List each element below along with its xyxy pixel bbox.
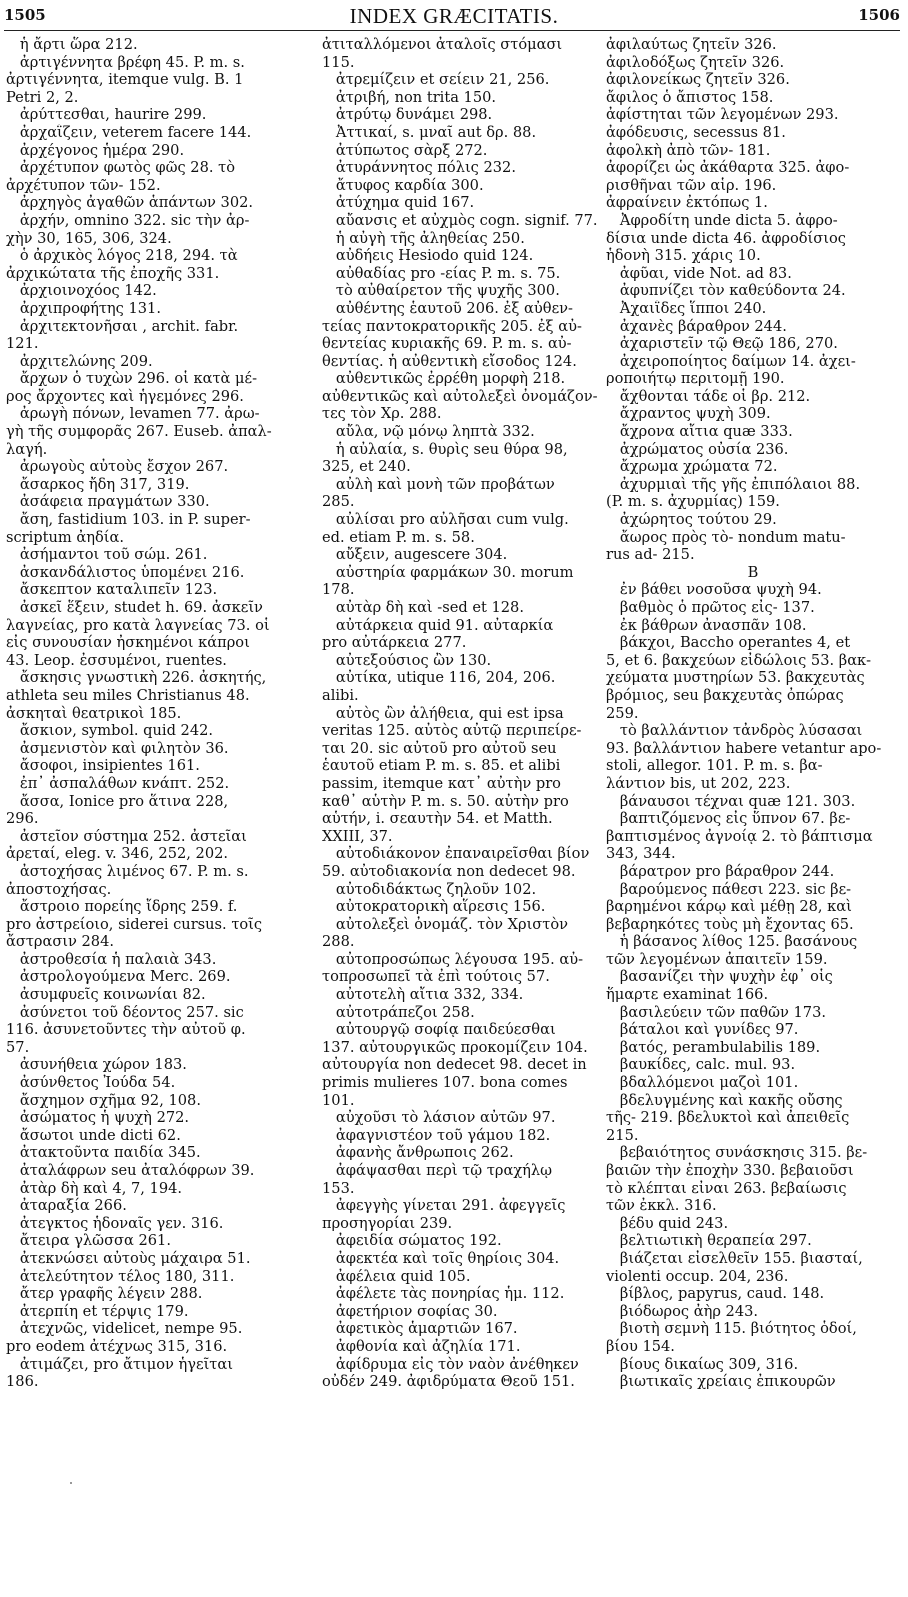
index-entry-line: ἀφῦαι, vide Not. ad 83. xyxy=(606,264,792,282)
index-entry-line: ἀφθονία καὶ ἀζηλία 171. xyxy=(322,1337,521,1355)
index-entry-line: ἀρχιτελώνης 209. xyxy=(6,352,153,370)
index-entry-line: αὐτοτράπεζοι 258. xyxy=(322,1003,475,1021)
index-entry-line: ἀρχιοινοχόος 142. xyxy=(6,282,157,300)
index-entry-line: αὐτοδιδάκτως ζηλοῦν 102. xyxy=(322,880,537,898)
index-entry-line: βελτιωτικὴ θεραπεία 297. xyxy=(606,1232,812,1250)
section-letter: B xyxy=(747,563,759,581)
index-entry-line: χεύματα μυστηρίων 53. βακχευτὰς xyxy=(606,669,865,687)
index-entry-line: ἀφιλαύτως ζητεῖν 326. xyxy=(606,36,777,53)
index-entry-line: ἀχανὲς βάραθρον 244. xyxy=(606,317,787,335)
index-entry-line: ἀφόδευσις, secessus 81. xyxy=(606,123,786,141)
index-entry-line: ἀχυρμιαὶ τῆς γῆς ἐπιπόλαιοι 88. xyxy=(606,475,861,493)
index-entry-line: scriptum ἀηδία. xyxy=(6,528,124,546)
index-entry-line: 215. xyxy=(606,1126,639,1144)
index-entry-line: τοπροσωπεῖ τὰ ἐπὶ τούτοις 57. xyxy=(322,968,550,986)
index-entry-line: rus ad- 215. xyxy=(606,546,695,564)
index-entry-line: ἄχραντος ψυχὴ 309. xyxy=(606,405,771,423)
index-entry-line: 101. xyxy=(322,1091,355,1109)
index-entry-line: βιωτικαῖς χρείαις ἐπικουρῶν xyxy=(606,1373,836,1391)
index-entry-line: βάρατρον pro βάραθρον 244. xyxy=(606,862,835,880)
index-entry-line: βδαλλόμενοι μαζοὶ 101. xyxy=(606,1074,799,1092)
index-entry-line: τες τὸν Χρ. 288. xyxy=(322,405,442,423)
page-number-left: 1505 xyxy=(4,6,46,24)
index-entry-line: ἀφειδία σώματος 192. xyxy=(322,1232,502,1250)
index-entry-line: αὔλα, νῷ μόνῳ ληπτὰ 332. xyxy=(322,423,535,441)
index-entry-line: ἡ αὐγὴ τῆς ἀληθείας 250. xyxy=(322,229,525,247)
index-entry-line: ἡ αὐλαία, s. θυρὶς seu θύρα 98, xyxy=(322,440,568,458)
index-entry-line: αὐτοδιάκονον ἐπαναιρεῖσθαι βίον xyxy=(322,845,590,863)
index-entry-line: ἀφίδρυμα εἰς τὸν ναὸν ἀνέθηκεν xyxy=(322,1355,579,1373)
index-entry-line: λαγνείας, pro κατὰ λαγνείας 73. οἱ xyxy=(6,616,270,634)
index-entry-line: ἀταραξία 266. xyxy=(6,1197,127,1215)
index-entry-line: δίσια unde dicta 46. ἀφροδίσιος xyxy=(606,229,846,247)
index-entry-line: προσηγορίαι 239. xyxy=(322,1214,453,1232)
index-entry-line: ἀτελεύτητον τέλος 180, 311. xyxy=(6,1267,235,1285)
index-entry-line: βιόδωρος ἀὴρ 243. xyxy=(606,1302,759,1320)
index-entry-line: ἄσωτοι unde dicti 62. xyxy=(6,1126,181,1144)
header-rule xyxy=(4,30,900,31)
index-entry-line: αὐλὴ καὶ μονὴ τῶν προβάτων xyxy=(322,475,555,493)
index-entry-line: βασιλεύειν τῶν παθῶν 173. xyxy=(606,1003,826,1021)
page-header xyxy=(0,2,908,32)
index-entry-line: αὐτουργία non dedecet 98. decet in xyxy=(322,1056,587,1074)
index-entry-line: τῆς- 219. βδελυκτοὶ καὶ ἀπειθεῖς xyxy=(606,1109,850,1127)
index-entry-line: 178. xyxy=(322,581,355,599)
index-entry-line: ἄτυφος καρδία 300. xyxy=(322,176,484,194)
index-entry-line: Petri 2, 2. xyxy=(6,88,79,106)
index-entry-line: 115. xyxy=(322,53,355,71)
index-entry-line: ἀρχιτεκτονῆσαι , archit. fabr. xyxy=(6,317,239,335)
index-entry-line: 288. xyxy=(322,933,355,951)
index-entry-line: ἀσώματος ἡ ψυχὴ 272. xyxy=(6,1109,190,1127)
index-entry-line: βάκχοι, Baccho operantes 4, et xyxy=(606,634,851,652)
index-entry-line: ἀσάφεια πραγμάτων 330. xyxy=(6,493,210,511)
index-column-2 xyxy=(322,36,612,1391)
index-entry-line: θεντείας κυριακῆς 69. P. m. s. αὐ- xyxy=(322,335,572,353)
index-entry-line: ἀτερπίη et τέρψις 179. xyxy=(6,1302,189,1320)
index-entry-line: βδελυγμένης καὶ κακῆς οὔσης xyxy=(606,1091,843,1109)
index-entry-line: βαπτιζόμενος εἰς ὕπνον 67. βε- xyxy=(606,810,851,828)
index-entry-line: ἀφάψασθαι περὶ τῷ τραχήλῳ xyxy=(322,1162,553,1179)
index-entry-line: ἀφεγγὴς γίνεται 291. ἀφεγγεῖς xyxy=(322,1197,566,1215)
index-entry-line: ἄχρωμα χρώματα 72. xyxy=(606,458,778,476)
index-entry-line: ἀστεῖον σύστημα 252. ἀστεῖαι xyxy=(6,827,247,845)
index-entry-line: ἀφολκὴ ἀπὸ τῶν- 181. xyxy=(606,141,771,159)
index-entry-line: ἀρχέγονος ἡμέρα 290. xyxy=(6,141,185,159)
index-entry-line: ἄτερ γραφῆς λέγειν 288. xyxy=(6,1285,203,1303)
index-entry-line: ἀφίστηται τῶν λεγομένων 293. xyxy=(606,106,839,124)
index-entry-line: alibi. xyxy=(322,686,359,704)
index-entry-line: βαιῶν τὴν ἐποχὴν 330. βεβαιοῦσι xyxy=(606,1162,854,1179)
index-entry-line: 43. Leop. ἐσσυμένοι, ruentes. xyxy=(6,651,227,669)
index-entry-line: ἀσύνθετος Ἰούδα 54. xyxy=(6,1074,176,1092)
index-entry-line: 137. αὐτουργικῶς προκομίζειν 104. xyxy=(322,1038,588,1056)
index-entry-line: Ἀχαιΐδες ἵπποι 240. xyxy=(606,299,767,317)
index-entry-line: θεντίας. ἡ αὐθεντικὴ εἴσοδος 124. xyxy=(322,352,577,370)
index-entry-line: ἀσήμαντοι τοῦ σώμ. 261. xyxy=(6,546,208,564)
index-entry-line: Ἀφροδίτη unde dicta 5. ἀφρο- xyxy=(606,211,838,229)
index-entry-line: ἀρωγὴ πόνων, levamen 77. ἀρω- xyxy=(6,405,260,423)
index-entry-line: βατός, perambulabilis 189. xyxy=(606,1038,821,1056)
index-entry-line: ἀχρώματος οὐσία 236. xyxy=(606,440,789,458)
index-entry-line: τῶν ἐκκλ. 316. xyxy=(606,1197,717,1215)
index-entry-line: ται 20. sic αὐτοῦ pro αὐτοῦ seu xyxy=(322,739,557,757)
index-entry-line: ἀρτιγέννητα βρέφη 45. P. m. s. xyxy=(6,53,245,71)
index-entry-line: βίου 154. xyxy=(606,1337,675,1355)
index-entry-line: ἀστροθεσία ἡ παλαιὰ 343. xyxy=(6,950,217,968)
index-entry-line: ἀφορίζει ὡς ἀκάθαρτα 325. ἀφο- xyxy=(606,159,850,177)
index-entry-line: ed. etiam P. m. s. 58. xyxy=(322,528,475,546)
index-entry-line: ἀσκηταὶ θεατρικοὶ 185. xyxy=(6,704,182,722)
index-entry-line: ἄσαρκος ἤδη 317, 319. xyxy=(6,475,190,493)
index-entry-line: ἀτιμάζει, pro ἄτιμον ἡγεῖται xyxy=(6,1355,233,1373)
index-entry-line: ἐκ βάθρων ἀνασπᾶν 108. xyxy=(606,616,807,634)
index-entry-line: καθ᾽ αὑτὴν P. m. s. 50. αὐτὴν pro xyxy=(322,792,569,810)
index-entry-line: ἄσοφοι, insipientes 161. xyxy=(6,757,200,775)
index-entry-line: τῶν λεγομένων ἀπαιτεῖν 159. xyxy=(606,950,828,968)
index-entry-line: ἄωρος πρὸς τὸ- nondum matu- xyxy=(606,528,846,546)
index-entry-line: ἀφετικὸς ἁμαρτιῶν 167. xyxy=(322,1320,518,1338)
index-entry-line: ἀρχήν, omnino 322. sic τὴν ἀρ- xyxy=(6,211,250,229)
ink-speck xyxy=(70,1482,72,1484)
index-entry-line: ἡδονὴ 315. χάρις 10. xyxy=(606,247,761,265)
index-entry-line: passim, itemque κατ᾽ αὐτὴν pro xyxy=(322,774,561,792)
index-entry-line: ἀτύπωτος σὰρξ 272. xyxy=(322,141,488,159)
index-entry-line: ἀφανὴς ἄνθρωποις 262. xyxy=(322,1144,514,1162)
index-entry-line: 153. xyxy=(322,1179,355,1197)
index-entry-line: athleta seu miles Christianus 48. xyxy=(6,686,250,704)
index-entry-line: βιοτὴ σεμνὴ 115. βιότητος ὁδοί, xyxy=(606,1320,857,1338)
index-entry-line: αὐτεξούσιος ὢν 130. xyxy=(322,651,492,669)
index-entry-line: ἀφεκτέα καὶ τοῖς θηρίοις 304. xyxy=(322,1249,560,1267)
index-entry-line: ἀρχέτυπον τῶν- 152. xyxy=(6,176,161,194)
index-entry-line: veritas 125. αὐτὸς αὐτῷ περιπείρε- xyxy=(322,722,582,740)
index-entry-line: βαρούμενος πάθεσι 223. sic βε- xyxy=(606,880,852,898)
index-entry-line: ἀτεχνῶς, videlicet, nempe 95. xyxy=(6,1320,243,1338)
index-entry-line: ἀρχιπροφήτης 131. xyxy=(6,299,161,317)
index-column-1 xyxy=(6,36,306,1391)
index-entry-line: 186. xyxy=(6,1373,39,1391)
index-entry-line: οὐδέν 249. ἀφιδρύματα Θεοῦ 151. xyxy=(322,1373,575,1391)
index-entry-line: ἀρχικώτατα τῆς ἐποχῆς 331. xyxy=(6,264,220,282)
running-title: INDEX GRÆCITATIS. xyxy=(349,4,559,28)
index-entry-line: ἀρχέτυπον φωτὸς φῶς 28. τὸ xyxy=(6,159,236,177)
index-entry-line: βαπτισμένος ἀγνοίᾳ 2. τὸ βάπτισμα xyxy=(606,827,873,845)
index-entry-line: ὁ ἀρχικὸς λόγος 218, 294. τὰ xyxy=(6,247,238,265)
index-entry-line: ἄσκεπτον καταλιπεῖν 123. xyxy=(6,581,218,599)
index-entry-line: βαρημένοι κάρῳ καὶ μέθῃ 28, καὶ xyxy=(606,898,852,916)
index-entry-line: αὐτοπροσώπως λέγουσα 195. αὐ- xyxy=(322,950,584,968)
index-entry-line: βαυκίδες, calc. mul. 93. xyxy=(606,1056,796,1074)
index-entry-line: ἀχώρητος τούτου 29. xyxy=(606,511,777,529)
index-entry-line: αὐστηρία φαρμάκων 30. morum xyxy=(322,563,574,581)
index-entry-line: βεβαρηκότες τοὺς μὴ ἔχοντας 65. xyxy=(606,915,854,933)
index-entry-line: 296. xyxy=(6,810,39,828)
index-entry-line: εἰς συνουσίαν ἠσκημένοι κάπροι xyxy=(6,634,250,652)
index-entry-line: αὐτὰρ δὴ καὶ -sed et 128. xyxy=(322,599,524,616)
index-entry-line: βάταλοι καὶ γυνίδες 97. xyxy=(606,1021,799,1039)
index-entry-line: αὐτίκα, utique 116, 204, 206. xyxy=(322,669,556,687)
index-entry-line: ἀφιλοδόξως ζητεῖν 326. xyxy=(606,53,785,71)
index-entry-line: αὐλίσαι pro αὐλῆσαι cum vulg. xyxy=(322,511,569,529)
index-entry-line: stoli, allegor. 101. P. m. s. βα- xyxy=(606,757,823,775)
page-number-right: 1506 xyxy=(858,6,900,24)
index-entry-line: αὔξειν, augescere 304. xyxy=(322,546,508,564)
index-entry-line: αὐτὸς ὢν ἀλήθεια, qui est ipsa xyxy=(322,704,564,722)
index-entry-line: αὐθαδίας pro -είας P. m. s. 75. xyxy=(322,264,561,282)
index-entry-line: βέδυ quid 243. xyxy=(606,1214,729,1232)
index-entry-line: βεβαιότητος συνάσκησις 315. βε- xyxy=(606,1144,868,1162)
index-entry-line: 93. βαλλάντιον habere vetantur apo- xyxy=(606,739,882,757)
index-entry-line: αὐθέντης ἑαυτοῦ 206. ἐξ αὐθεν- xyxy=(322,299,573,317)
index-entry-line: ἀφιλονείκως ζητεῖν 326. xyxy=(606,71,790,89)
index-entry-line: λάντιον bis, ut 202, 223. xyxy=(606,774,791,792)
index-entry-line: 343, 344. xyxy=(606,845,676,863)
index-entry-line: αὐτουργῷ σοφίᾳ παιδεύεσθαι xyxy=(322,1021,556,1039)
index-entry-line: χὴν 30, 165, 306, 324. xyxy=(6,229,172,247)
index-entry-line: 259. xyxy=(606,704,639,722)
index-entry-line: 5, et 6. βακχεύων εἰδώλοις 53. βακ- xyxy=(606,651,872,669)
index-entry-line: ἑαυτοῦ etiam P. m. s. 85. et alibi xyxy=(322,757,561,775)
index-entry-line: ἀφετήριον σοφίας 30. xyxy=(322,1302,498,1320)
index-entry-line: 121. xyxy=(6,335,39,353)
index-entry-line: ἄρχων ὁ τυχὼν 296. οἱ κατὰ μέ- xyxy=(6,370,258,388)
index-entry-line: ἀστρολογούμενα Merc. 269. xyxy=(6,968,231,986)
index-entry-line: ἀσμενιστὸν καὶ φιλητὸν 36. xyxy=(6,739,229,757)
index-entry-line: ἄσχημον σχῆμα 92, 108. xyxy=(6,1091,201,1109)
index-column-3 xyxy=(606,36,900,1391)
index-entry-line: βασανίζει τὴν ψυχὴν ἐφ᾽ οἷς xyxy=(606,968,833,986)
index-entry-line: βαθμὸς ὁ πρῶτος εἰς- 137. xyxy=(606,599,815,616)
index-entry-line: βίβλος, papyrus, caud. 148. xyxy=(606,1285,825,1303)
index-entry-line: (P. m. s. ἀχυρμίας) 159. xyxy=(606,493,780,511)
index-entry-line: XXIII, 37. xyxy=(322,827,393,845)
index-entry-line: 325, et 240. xyxy=(322,458,411,476)
index-entry-line: 116. ἀσυνετοῦντες τὴν αὐτοῦ φ. xyxy=(6,1021,246,1039)
index-entry-line: ἀτρεμίζειν et σείειν 21, 256. xyxy=(322,71,550,89)
index-entry-line: τείας παντοκρατορικῆς 205. ἐξ αὐ- xyxy=(322,317,582,335)
index-entry-line: ἀτεγκτος ἡδοναῖς γεν. 316. xyxy=(6,1214,224,1232)
index-entry-line: ἀρεταί, eleg. v. 346, 252, 202. xyxy=(6,845,229,863)
index-entry-line: ἄση, fastidium 103. in P. super- xyxy=(6,511,251,529)
index-entry-line: ἄστρασιν 284. xyxy=(6,933,115,951)
index-entry-line: ροποιήτῳ περιτομῇ 190. xyxy=(606,370,785,388)
index-entry-line: ἀταλάφρων seu ἀταλόφρων 39. xyxy=(6,1162,255,1179)
index-entry-line: βάναυσοι τέχναι quæ 121. 303. xyxy=(606,792,856,810)
index-entry-line: αὐδήεις Hesiodo quid 124. xyxy=(322,247,534,265)
index-entry-line: ἄχθονται τάδε οἱ βρ. 212. xyxy=(606,387,811,405)
index-entry-line: ἀρτιγέννητα, itemque vulg. B. 1 xyxy=(6,71,244,89)
index-entry-line: ἀφυπνίζει τὸν καθεύδοντα 24. xyxy=(606,282,846,300)
index-entry-line: αὐθεντικῶς καὶ αὐτολεξεὶ ὀνομάζον- xyxy=(322,387,598,405)
index-entry-line: ἄφιλος ὁ ἄπιστος 158. xyxy=(606,88,774,106)
index-entry-line: ἄστροιο πορείης ἴδρης 259. f. xyxy=(6,898,238,916)
index-entry-line: pro ἀστρείοιο, siderei cursus. τοῖς xyxy=(6,915,263,933)
index-entry-line: Ἀττικαί, s. μναῖ aut δρ. 88. xyxy=(322,123,537,141)
index-entry-line: αὐχοῦσι τὸ λάσιον αὐτῶν 97. xyxy=(322,1109,556,1127)
index-entry-line: 59. αὐτοδιακονία non dedecet 98. xyxy=(322,862,576,880)
index-entry-line: ἀτυράννητος πόλις 232. xyxy=(322,159,516,177)
index-entry-line: ἀσκανδάλιστος ὑπομένει 216. xyxy=(6,563,245,581)
index-entry-line: ἀχαριστεῖν τῷ Θεῷ 186, 270. xyxy=(606,335,838,353)
index-entry-line: ἄτειρα γλῶσσα 261. xyxy=(6,1232,171,1250)
index-entry-line: βιάζεται εἰσελθεῖν 155. βιασταί, xyxy=(606,1249,863,1267)
index-entry-line: τὸ βαλλάντιον τἀνδρὸς λύσασαι xyxy=(606,722,863,740)
index-entry-line: βίους δικαίως 309, 316. xyxy=(606,1355,799,1373)
index-entry-line: αὑτήν, i. σεαυτὴν 54. et Matth. xyxy=(322,810,553,828)
index-entry-line: ἄσσα, Ionice pro ἅτινα 228, xyxy=(6,792,229,810)
index-entry-line: ἀφέλετε τὰς πονηρίας ἡμ. 112. xyxy=(322,1285,565,1303)
index-entry-line: ἀποστοχήσας. xyxy=(6,880,112,898)
index-entry-line: ἄσκησις γνωστικὴ 226. ἀσκητής, xyxy=(6,669,267,687)
index-entry-line: ρος ἄρχοντες καὶ ἡγεμόνες 296. xyxy=(6,387,244,405)
index-entry-line: ἀφέλεια quid 105. xyxy=(322,1267,471,1285)
index-entry-line: ἀτύχημα quid 167. xyxy=(322,194,475,212)
index-entry-line: αὐτάρκεια quid 91. αὐταρκία xyxy=(322,616,554,634)
index-entry-line: 285. xyxy=(322,493,355,511)
index-entry-line: ἀσυνήθεια χώρον 183. xyxy=(6,1056,187,1074)
index-entry-line: ἀτρύτῳ δυνάμει 298. xyxy=(322,106,493,124)
index-entry-line: αὐτολεξεὶ ὀνομάζ. τὸν Χριστὸν xyxy=(322,915,568,933)
index-entry-line: violenti occup. 204, 236. xyxy=(606,1267,789,1285)
index-entry-line: ἀτακτοῦντα παιδία 345. xyxy=(6,1144,201,1162)
index-entry-line: ἡ βάσανος λίθος 125. βασάνους xyxy=(606,933,858,951)
index-entry-line: τὸ αὐθαίρετον τῆς ψυχῆς 300. xyxy=(322,282,560,300)
index-entry-line: 57. xyxy=(6,1038,30,1056)
index-entry-line: ἀτιταλλόμενοι ἀταλοῖς στόμασι xyxy=(322,36,563,53)
index-entry-line: ἥμαρτε examinat 166. xyxy=(606,986,769,1004)
index-entry-line: ἀτὰρ δὴ καὶ 4, 7, 194. xyxy=(6,1179,183,1197)
index-entry-line: λαγή. xyxy=(6,440,48,458)
index-entry-line: ἀφραίνειν ἐκτόπως 1. xyxy=(606,194,768,212)
index-entry-line: ἀφαγνιστέον τοῦ γάμου 182. xyxy=(322,1126,551,1144)
index-entry-line: ἐπ᾽ ἀσπαλάθων κνάπτ. 252. xyxy=(6,774,230,792)
index-entry-line: ἀσυμφυεῖς κοινωνίαι 82. xyxy=(6,986,206,1004)
index-entry-line: αὔανσις et αὐχμὸς cogn. signif. 77. xyxy=(322,211,598,229)
index-entry-line: ἀρύττεσθαι, haurire 299. xyxy=(6,106,207,124)
index-entry-line: ἀσύνετοι τοῦ δέοντος 257. sic xyxy=(6,1003,244,1021)
index-entry-line: pro eodem ἀτέχνως 315, 316. xyxy=(6,1337,228,1355)
index-entry-line: αὐθεντικῶς ἐρρέθη μορφὴ 218. xyxy=(322,370,566,388)
index-entry-line: ἄχρονα αἴτια quæ 333. xyxy=(606,423,793,441)
index-entry-line: ἀρχαΐζειν, veterem facere 144. xyxy=(6,123,252,141)
index-entry-line: ἐν βάθει νοσοῦσα ψυχὴ 94. xyxy=(606,581,822,599)
index-entry-line: τὸ κλέπται εἶναι 263. βεβαίωσις xyxy=(606,1179,847,1197)
index-entry-line: ἀσκεῖ ἕξειν, studet h. 69. ἀσκεῖν xyxy=(6,599,263,616)
index-entry-line: αὐτοκρατορικὴ αἵρεσις 156. xyxy=(322,898,546,916)
index-entry-line: primis mulieres 107. bona comes xyxy=(322,1074,568,1092)
index-entry-line: pro αὐτάρκεια 277. xyxy=(322,634,467,652)
index-entry-line: ἀχειροποίητος δαίμων 14. ἀχει- xyxy=(606,352,856,370)
index-entry-line: ἀτριβή, non trita 150. xyxy=(322,88,497,106)
index-entry-line: ἀρχηγὸς ἀγαθῶν ἁπάντων 302. xyxy=(6,194,254,212)
index-entry-line: ἡ ἄρτι ὥρα 212. xyxy=(6,36,138,53)
index-entry-line: γὴ τῆς συμφορᾶς 267. Euseb. ἀπαλ- xyxy=(6,423,272,441)
index-entry-line: αὐτοτελὴ αἴτια 332, 334. xyxy=(322,986,524,1004)
index-entry-line: ἀρωγοὺς αὐτοὺς ἔσχον 267. xyxy=(6,458,229,476)
index-entry-line: ἀτεκνώσει αὐτοὺς μάχαιρα 51. xyxy=(6,1249,251,1267)
index-entry-line: ρισθῆναι τῶν αἱρ. 196. xyxy=(606,176,777,194)
index-entry-line: ἄσκιον, symbol. quid 242. xyxy=(6,722,214,740)
index-entry-line: ἀστοχήσας λιμένος 67. P. m. s. xyxy=(6,862,249,880)
index-entry-line: βρόμιος, seu βακχευτὰς ὀπώρας xyxy=(606,686,844,704)
